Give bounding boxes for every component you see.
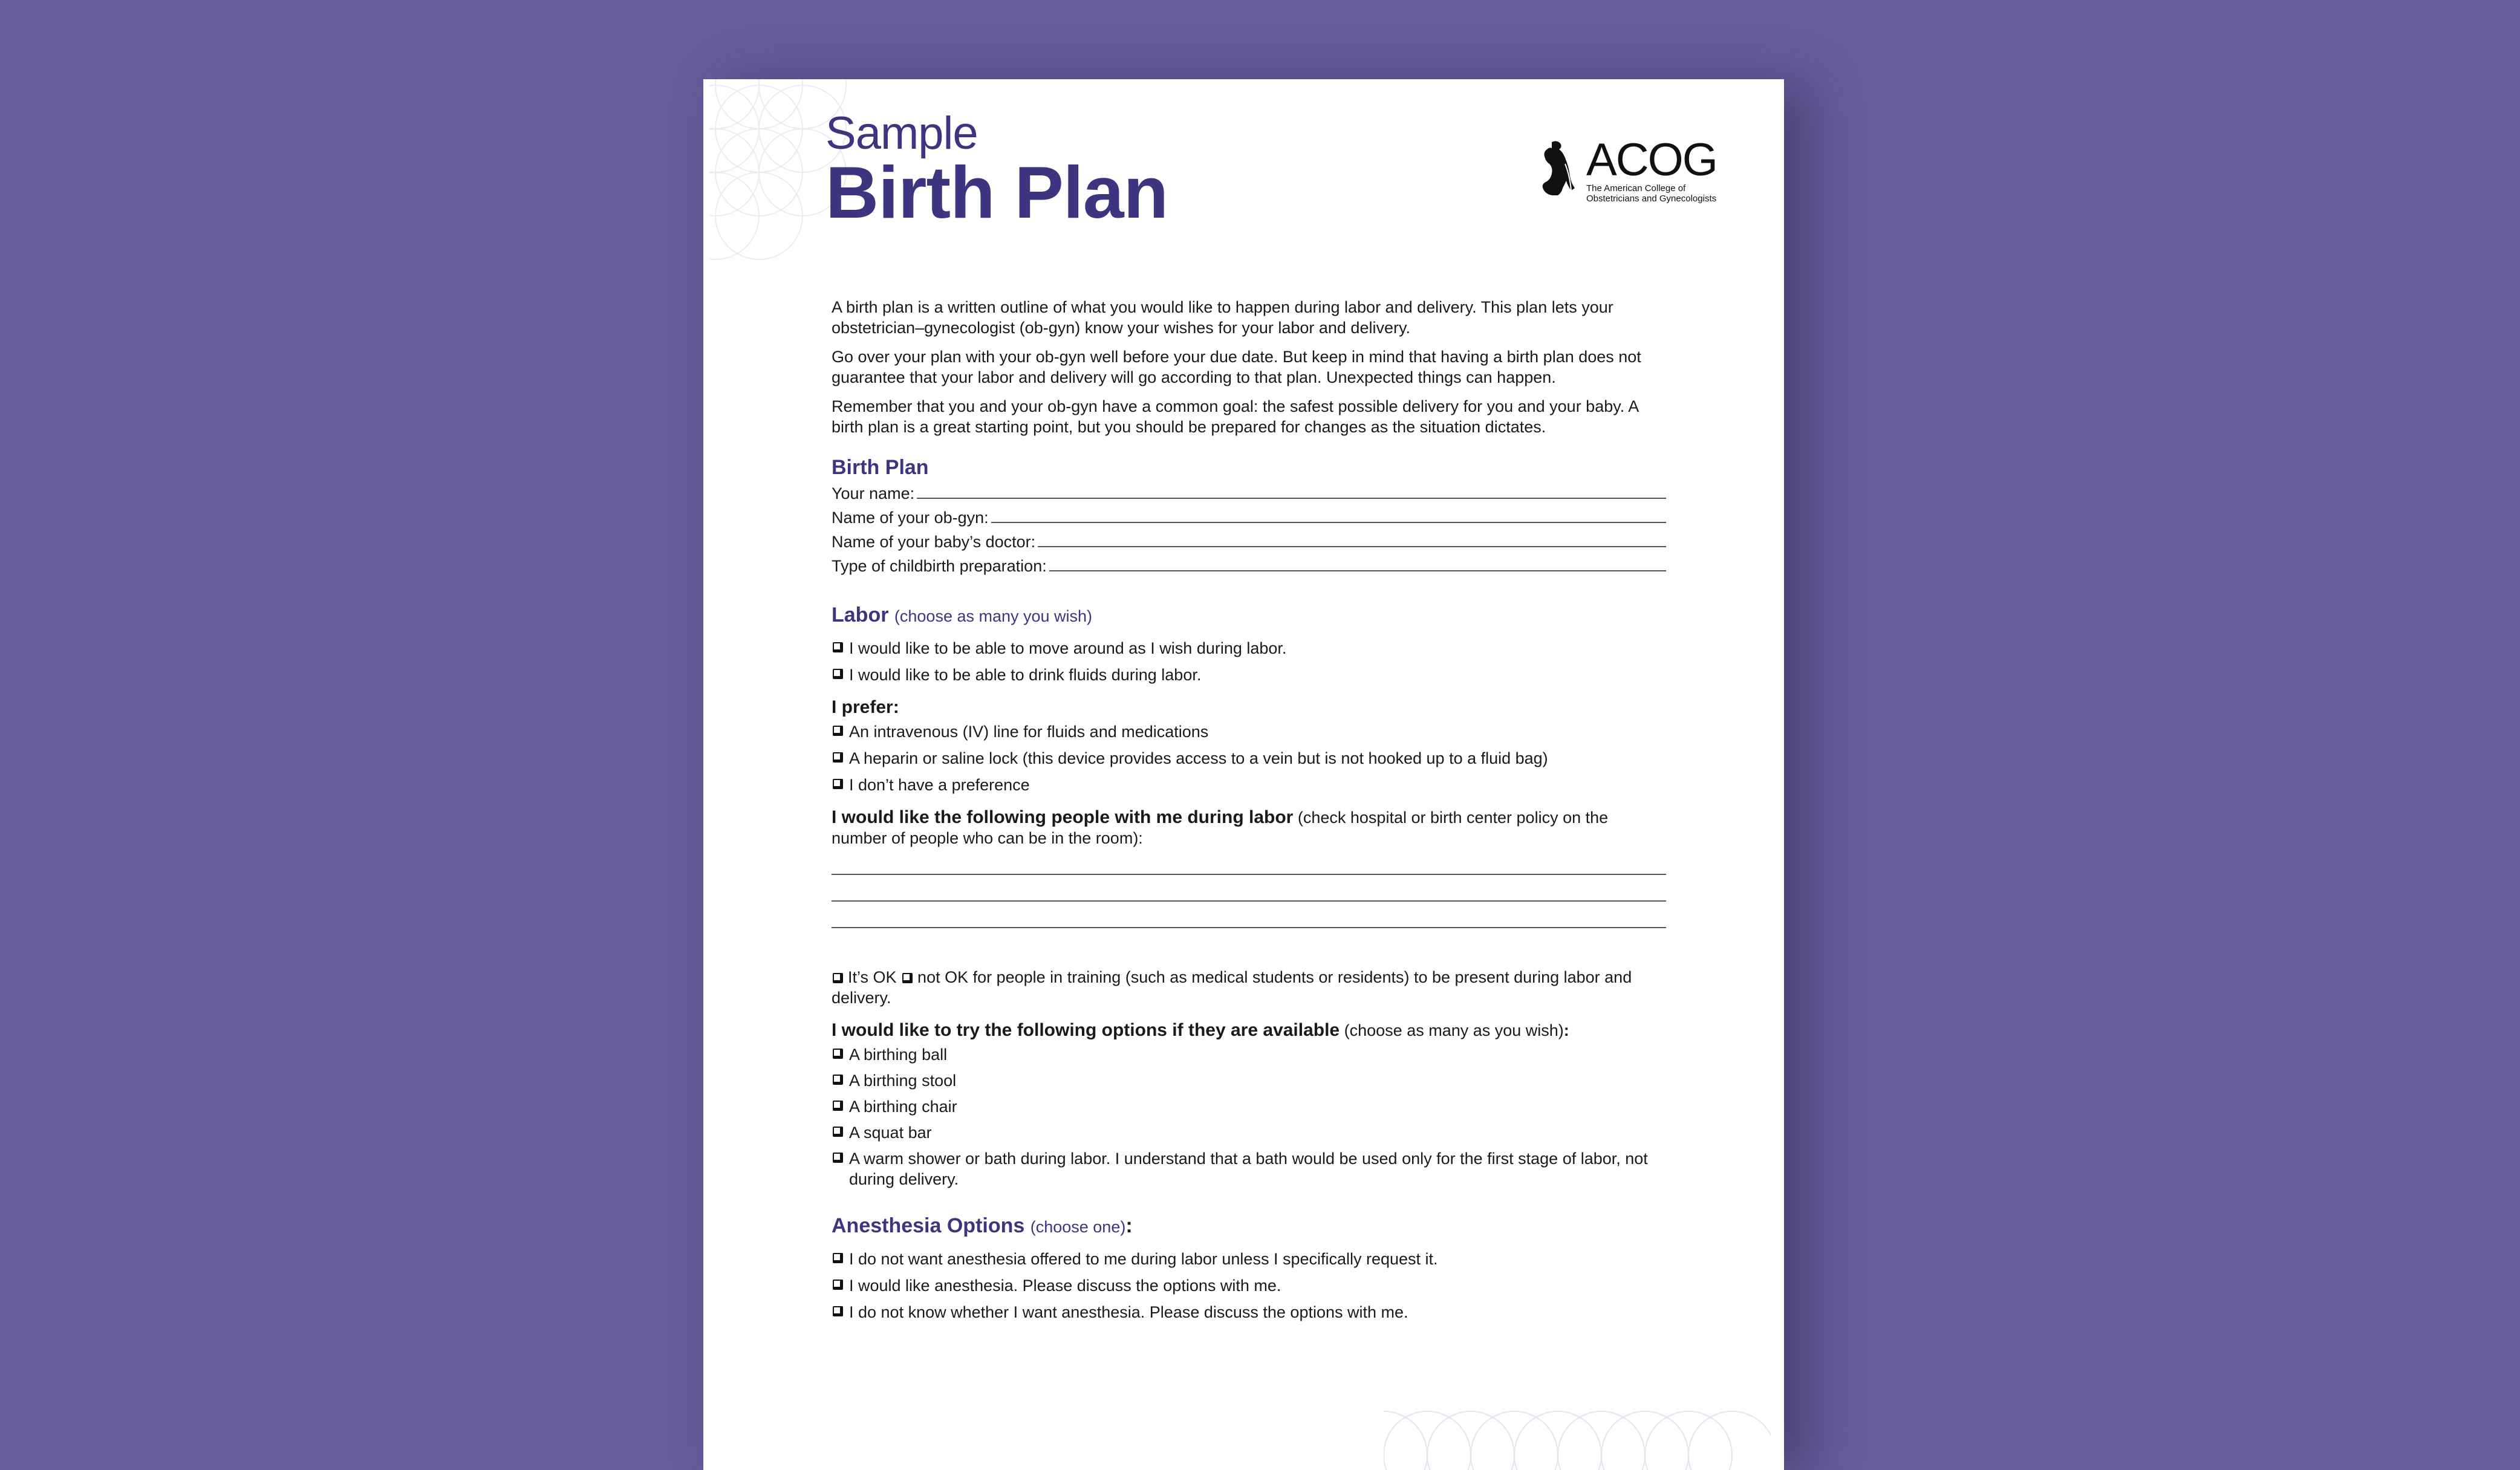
checkbox-icon[interactable]	[833, 669, 843, 679]
people-input-line[interactable]	[832, 848, 1666, 875]
mother-child-figure-icon	[1541, 140, 1578, 200]
field-baby-doctor-name	[832, 528, 1666, 552]
checkbox-item[interactable]: A birthing ball	[832, 1044, 1666, 1065]
document-title	[825, 108, 1168, 233]
people-lines	[832, 848, 1666, 928]
checkbox-item[interactable]: I would like to be able to drink fluids during labor.	[832, 665, 1666, 685]
acog-logo	[1541, 134, 1722, 206]
checkbox-item[interactable]: A heparin or saline lock (this device provides access to a vein but is not hooked up to a fluid bag)	[832, 748, 1666, 769]
labor-heading: Labor (choose as many you wish)	[832, 603, 1093, 626]
intro-paragraph: Go over your plan with your ob-gyn well before your due date. But keep in mind that having a birth plan does not guarantee that your labor and delivery will go according to that plan. Unexpected things can happen.	[832, 348, 1641, 386]
checkbox-item[interactable]: A birthing stool	[832, 1070, 1666, 1091]
training-consent: It’s OK not OK for people in training (such as medical students or residents) to be present during labor and delivery.	[832, 968, 1632, 1007]
checkbox-icon[interactable]	[833, 1049, 843, 1059]
anesthesia-heading: Anesthesia Options (choose one):	[832, 1214, 1133, 1237]
checkbox-icon[interactable]	[833, 752, 843, 763]
intro-paragraph: A birth plan is a written outline of what you would like to happen during labor and delivery. This plan lets your obstetrician–gynecologist (ob-gyn) know your wishes for your labor and delivery.	[832, 298, 1613, 337]
birth-plan-section	[832, 455, 1666, 576]
people-input-line[interactable]	[832, 902, 1666, 928]
acog-subtitle: The American College of Obstetricians and Gynecologists	[1586, 183, 1717, 204]
checkbox-item[interactable]: A birthing chair	[832, 1096, 1666, 1117]
checkbox-item[interactable]: An intravenous (IV) line for fluids and medications	[832, 721, 1666, 742]
checkbox-icon[interactable]	[833, 1127, 843, 1137]
try-options-heading: I would like to try the following options if they are available (choose as many as you wish):	[832, 1020, 1569, 1040]
field-label: Type of childbirth preparation:	[832, 557, 1047, 575]
intro-paragraph: Remember that you and your ob-gyn have a common goal: the safest possible delivery for you and your baby. A birth plan is a great starting point, but you should be prepared for changes as the situation dictates.	[832, 397, 1638, 436]
checkbox-item[interactable]: I would like to be able to move around as I wish during labor.	[832, 638, 1666, 659]
checkbox-icon[interactable]	[833, 779, 843, 789]
document-page	[703, 79, 1784, 1470]
field-ob-gyn-name	[832, 504, 1666, 528]
people-heading: I would like the following people with me during labor (check hospital or birth center policy on the number of people who can be in the room):	[832, 807, 1609, 847]
field-label: Name of your ob-gyn:	[832, 509, 989, 527]
document-body	[832, 297, 1666, 1322]
checkbox-icon[interactable]	[833, 1101, 843, 1111]
checkbox-icon-ok[interactable]	[833, 973, 843, 983]
checkbox-icon[interactable]	[833, 1075, 843, 1085]
checkbox-item[interactable]: I would like anesthesia. Please discuss the options with me.	[832, 1275, 1666, 1296]
title-sample: Sample	[825, 108, 978, 159]
prefer-heading: I prefer:	[832, 697, 899, 717]
checkbox-icon[interactable]	[833, 1253, 843, 1263]
checkbox-icon[interactable]	[833, 642, 843, 652]
childbirth-preparation-input-line[interactable]	[1049, 570, 1666, 571]
labor-section	[832, 603, 1666, 1189]
anesthesia-section	[832, 1214, 1666, 1322]
people-input-line[interactable]	[832, 875, 1666, 902]
checkbox-item[interactable]: A squat bar	[832, 1122, 1666, 1143]
checkbox-item[interactable]: I do not know whether I want anesthesia. Please discuss the options with me.	[832, 1302, 1666, 1322]
field-your-name	[832, 480, 1666, 504]
intro-text	[832, 297, 1666, 437]
title-birth-plan: Birth Plan	[825, 151, 1168, 233]
checkbox-item[interactable]: A warm shower or bath during labor. I understand that a bath would be used only for the first stage of labor, not during delivery.	[832, 1148, 1666, 1189]
checkbox-item[interactable]: I do not want anesthesia offered to me during labor unless I specifically request it.	[832, 1249, 1666, 1269]
ob-gyn-name-input-line[interactable]	[991, 521, 1666, 523]
labor-heading-note: (choose as many you wish)	[894, 607, 1093, 625]
birth-plan-heading: Birth Plan	[832, 456, 929, 479]
checkbox-icon[interactable]	[833, 1306, 843, 1316]
decorative-circle-pattern-bottom	[1384, 1388, 1771, 1470]
your-name-input-line[interactable]	[917, 497, 1666, 499]
checkbox-icon[interactable]	[833, 1153, 843, 1163]
baby-doctor-input-line[interactable]	[1038, 545, 1666, 547]
field-childbirth-preparation	[832, 552, 1666, 576]
acog-wordmark: ACOG	[1586, 134, 1717, 186]
field-label: Your name:	[832, 484, 915, 502]
checkbox-icon[interactable]	[833, 1280, 843, 1290]
field-label: Name of your baby’s doctor:	[832, 533, 1036, 551]
checkbox-icon[interactable]	[833, 726, 843, 736]
checkbox-icon-not-ok[interactable]	[902, 973, 913, 983]
checkbox-item[interactable]: I don’t have a preference	[832, 775, 1666, 795]
